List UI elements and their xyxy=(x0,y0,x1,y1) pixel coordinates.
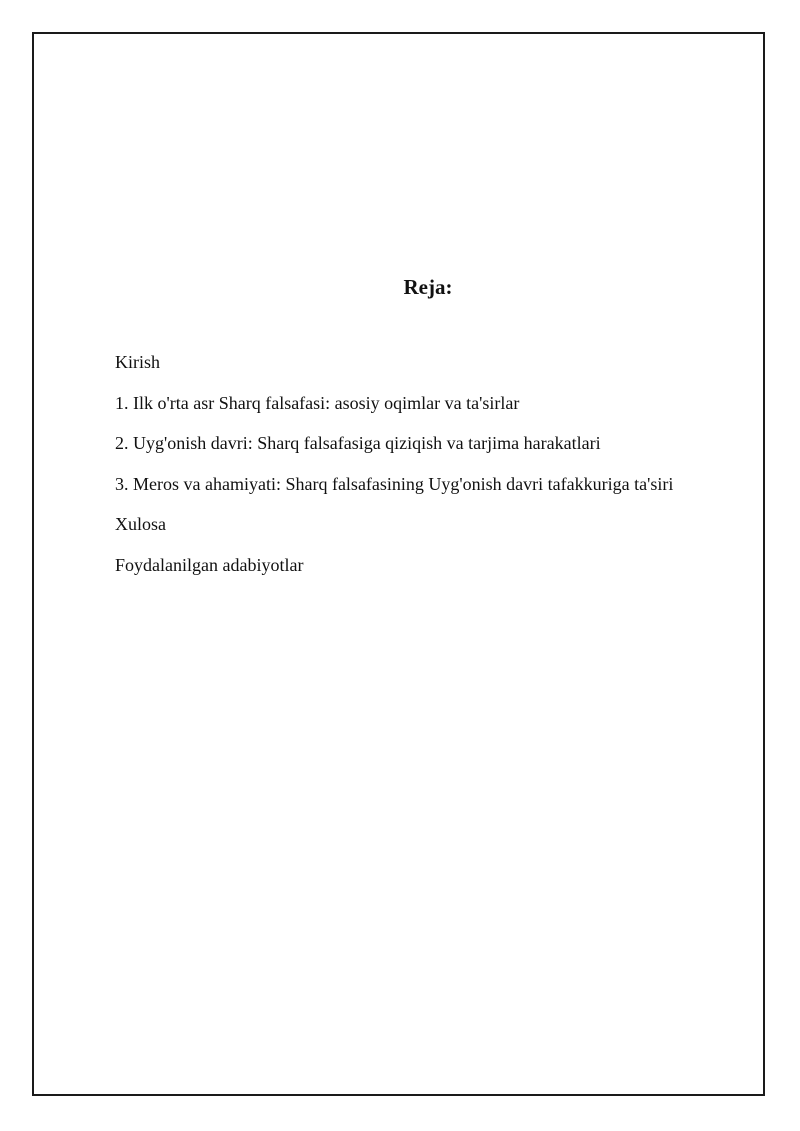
toc-item-section-1: 1. Ilk o'rta asr Sharq falsafasi: asosiy oqimlar va ta'sirlar xyxy=(115,392,520,413)
toc-item-section-3: 3. Meros va ahamiyati: Sharq falsafasining Uyg'onish davri tafakkuriga ta'siri xyxy=(115,473,674,494)
toc-item-references: Foydalanilgan adabiyotlar xyxy=(115,554,304,575)
toc-item-conclusion: Xulosa xyxy=(115,514,166,535)
table-of-contents xyxy=(115,351,673,595)
toc-item-section-2: 2. Uyg'onish davri: Sharq falsafasiga qiziqish va tarjima harakatlari xyxy=(115,433,601,454)
toc-item-introduction: Kirish xyxy=(115,352,160,372)
document-title: Reja: xyxy=(403,275,453,299)
